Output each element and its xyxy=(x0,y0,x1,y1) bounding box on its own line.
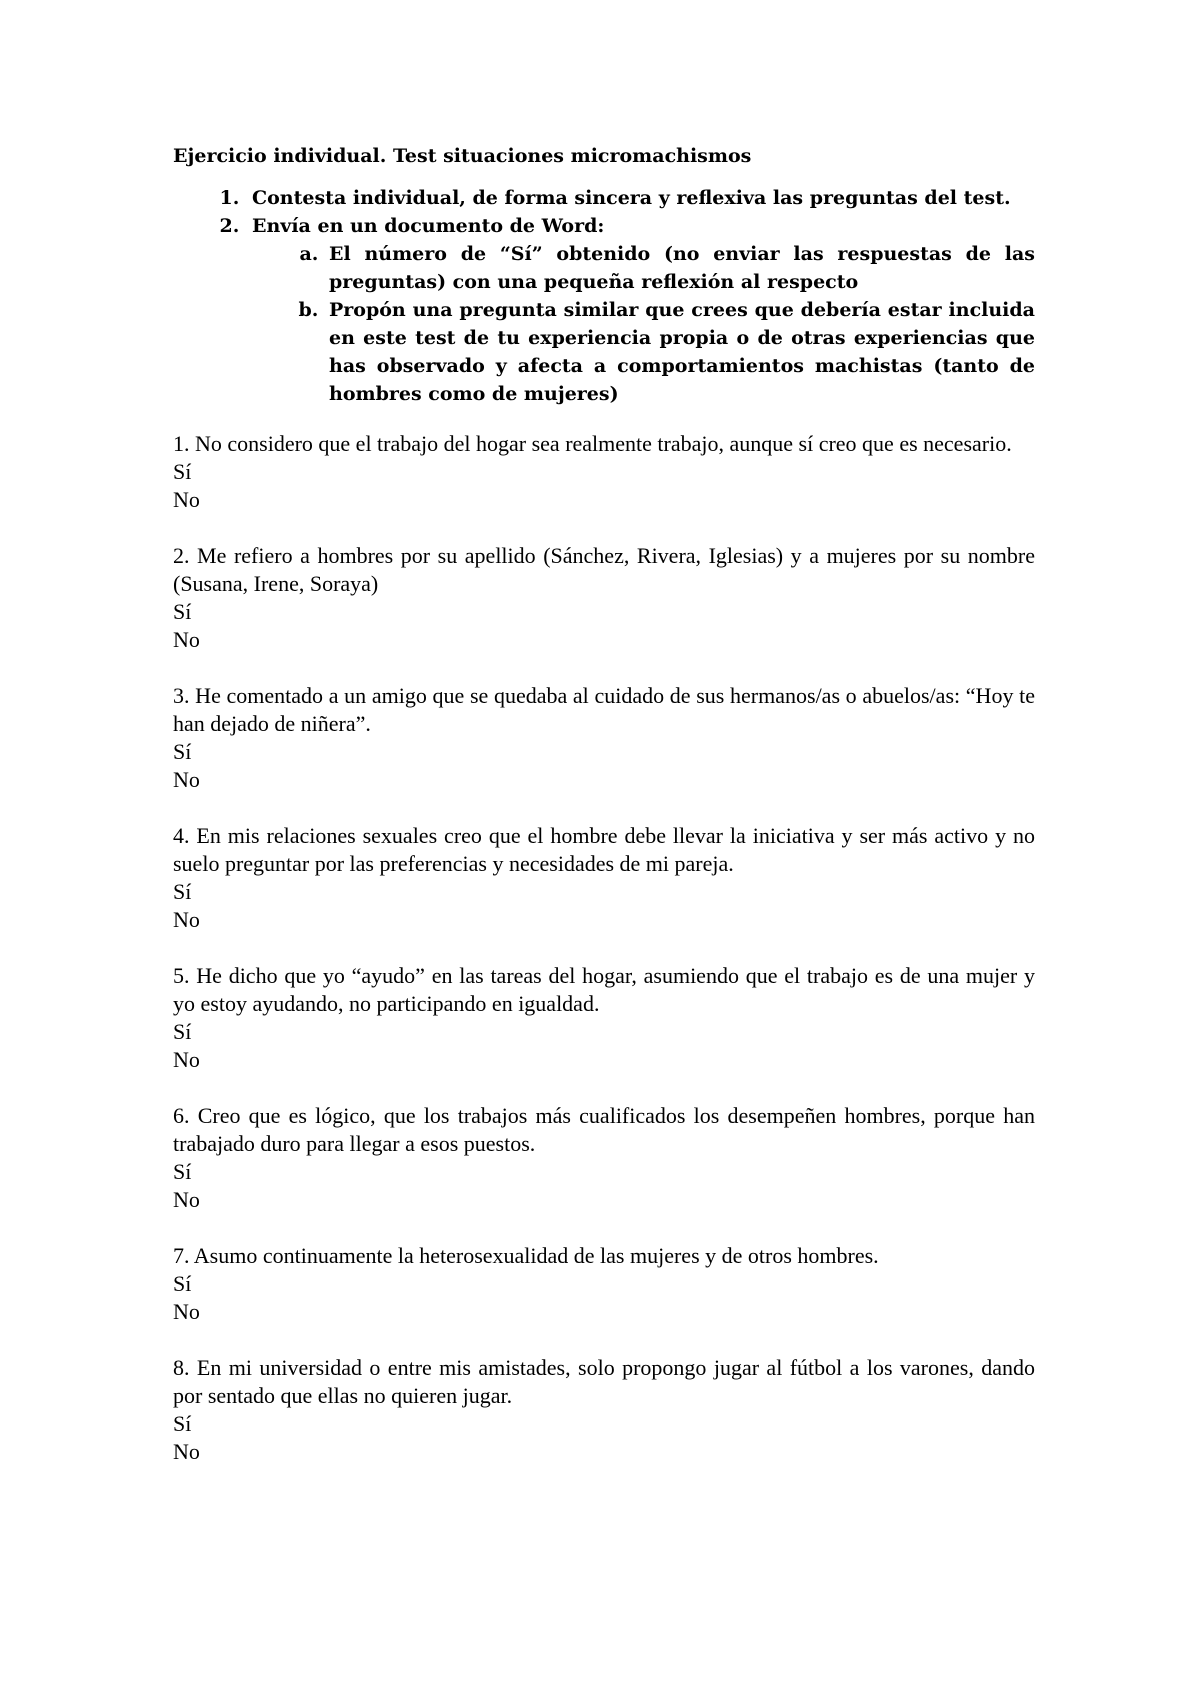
instruction-text: Envía en un documento de Word: xyxy=(252,215,605,237)
answer-yes-option[interactable]: Sí xyxy=(173,1159,192,1184)
answer-yes-option[interactable]: Sí xyxy=(173,879,192,904)
question-item xyxy=(173,1102,1035,1214)
answer-yes-option[interactable]: Sí xyxy=(173,1411,192,1436)
question-item xyxy=(173,962,1035,1074)
instruction-item xyxy=(246,184,1035,212)
instructions-list xyxy=(173,184,1035,408)
question-text: 5. He dicho que yo “ayudo” en las tareas del hogar, asumiendo que el trabajo es de una mujer y yo estoy ayudando, no participando en igualdad. xyxy=(173,963,1035,1016)
question-text: 3. He comentado a un amigo que se quedaba al cuidado de sus hermanos/as o abuelos/as: “Hoy te han dejado de niñera”. xyxy=(173,683,1035,736)
question-text: 2. Me refiero a hombres por su apellido (Sánchez, Rivera, Iglesias) y a mujeres por su nombre (Susana, Irene, Soraya) xyxy=(173,543,1035,596)
sub-instructions-list xyxy=(252,240,1035,408)
question-item xyxy=(173,1354,1035,1466)
document-body xyxy=(173,142,1035,1494)
answer-no-option[interactable]: No xyxy=(173,1439,200,1464)
answer-no-option[interactable]: No xyxy=(173,767,200,792)
question-item xyxy=(173,682,1035,794)
question-item xyxy=(173,1242,1035,1326)
sub-instruction-text: Propón una pregunta similar que crees que debería estar incluida en este test de tu experiencia propia o de otras experiencias que has observado y afecta a comportamientos machistas (tanto de hombres como de mujeres) xyxy=(329,299,1035,405)
answer-yes-option[interactable]: Sí xyxy=(173,599,192,624)
question-text: 7. Asumo continuamente la heterosexualidad de las mujeres y de otros hombres. xyxy=(173,1243,879,1268)
answer-yes-option[interactable]: Sí xyxy=(173,739,192,764)
answer-no-option[interactable]: No xyxy=(173,907,200,932)
question-item xyxy=(173,542,1035,654)
sub-instruction-item xyxy=(325,240,1035,296)
question-text: 8. En mi universidad o entre mis amistades, solo propongo jugar al fútbol a los varones, dando por sentado que ellas no quieren jugar. xyxy=(173,1355,1035,1408)
answer-no-option[interactable]: No xyxy=(173,1299,200,1324)
instruction-item xyxy=(246,212,1035,408)
instruction-text: Contesta individual, de forma sincera y reflexiva las preguntas del test. xyxy=(252,187,1011,209)
answer-no-option[interactable]: No xyxy=(173,1047,200,1072)
question-text: 4. En mis relaciones sexuales creo que el hombre debe llevar la iniciativa y ser más activo y no suelo preguntar por las preferencias y necesidades de mi pareja. xyxy=(173,823,1035,876)
sub-instruction-text: El número de “Sí” obtenido (no enviar las respuestas de las preguntas) con una pequeña reflexión al respecto xyxy=(329,243,1035,293)
answer-no-option[interactable]: No xyxy=(173,627,200,652)
answer-no-option[interactable]: No xyxy=(173,487,200,512)
answer-yes-option[interactable]: Sí xyxy=(173,1271,192,1296)
question-item xyxy=(173,430,1035,514)
answer-no-option[interactable]: No xyxy=(173,1187,200,1212)
question-item xyxy=(173,822,1035,934)
document-title: Ejercicio individual. Test situaciones micromachismos xyxy=(173,145,752,167)
answer-yes-option[interactable]: Sí xyxy=(173,1019,192,1044)
answer-yes-option[interactable]: Sí xyxy=(173,459,192,484)
question-text: 6. Creo que es lógico, que los trabajos más cualificados los desempeñen hombres, porque han trabajado duro para llegar a esos puestos. xyxy=(173,1103,1035,1156)
question-text: 1. No considero que el trabajo del hogar sea realmente trabajo, aunque sí creo que es necesario. xyxy=(173,431,1012,456)
questions-list xyxy=(173,430,1035,1466)
sub-instruction-item xyxy=(325,296,1035,408)
